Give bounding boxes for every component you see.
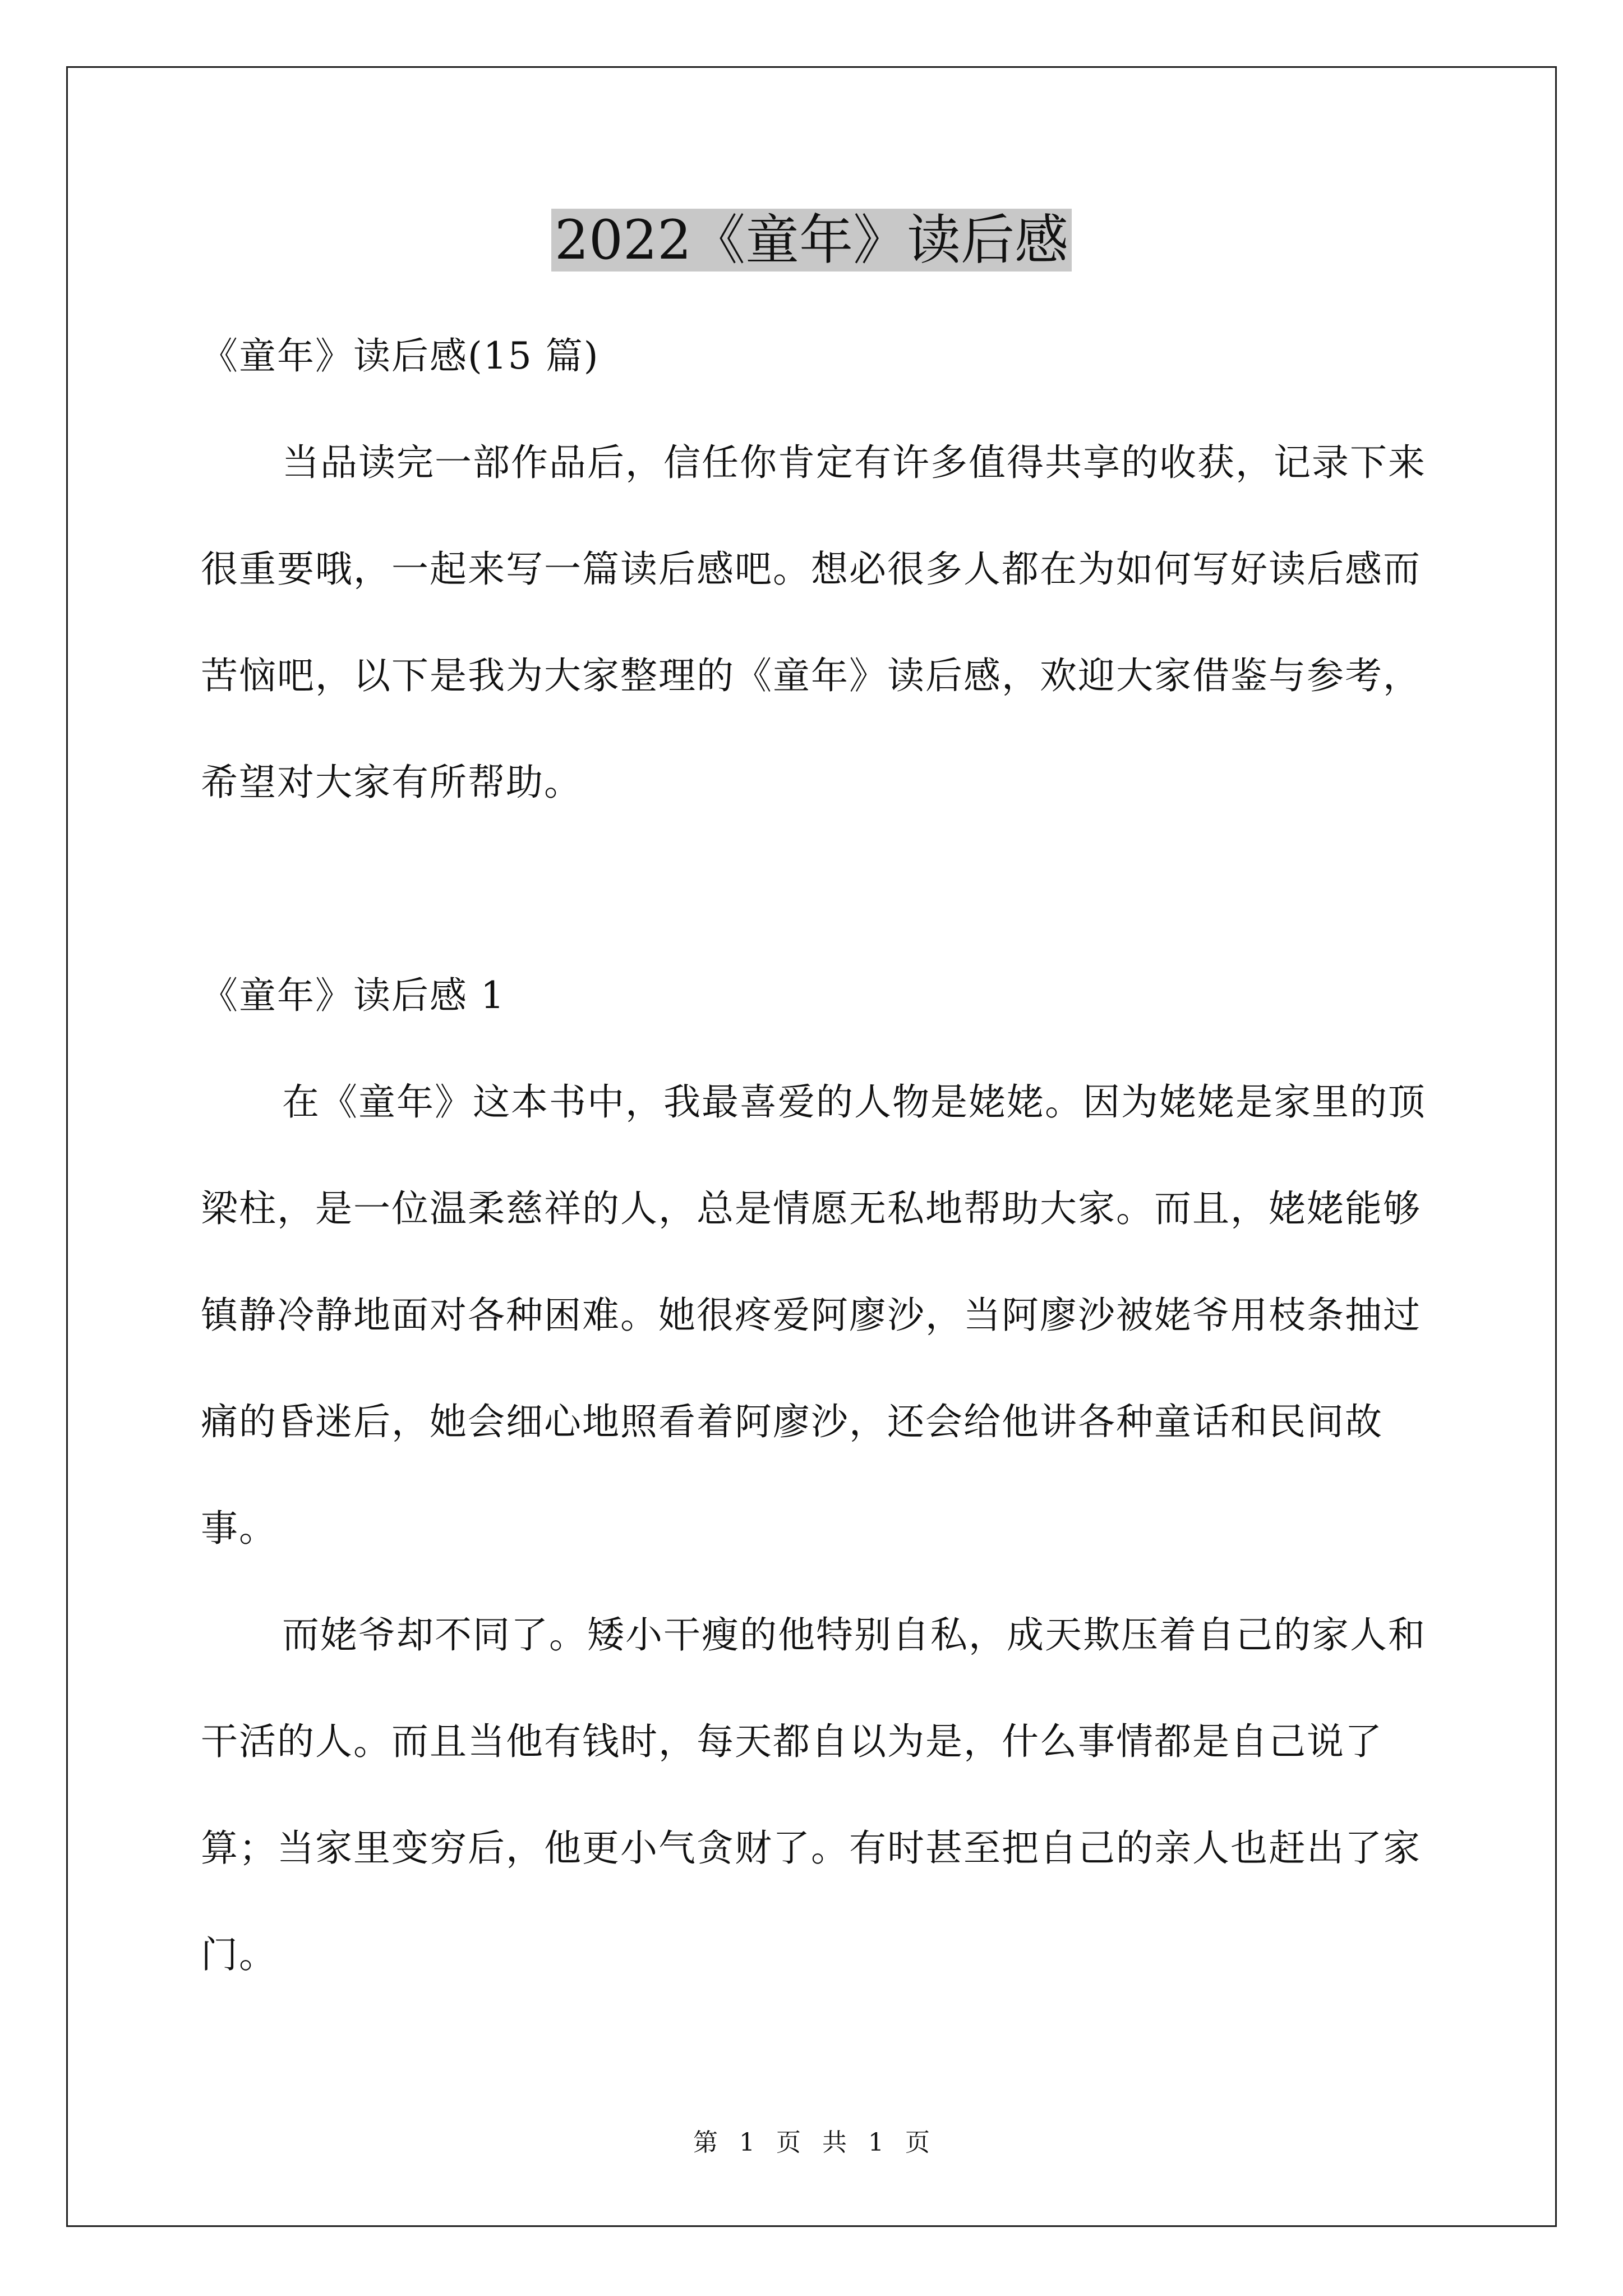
document-subtitle: 《童年》读后感(15 篇) bbox=[201, 334, 600, 378]
paragraph-gap bbox=[201, 836, 1429, 942]
body-paragraph: 在《童年》这本书中，我最喜爱的人物是姥姥。因为姥姥是家里的顶梁柱，是一位温柔慈祥的人，总是情愿无私地帮助大家。而且，姥姥能够镇静冷静地面对各种困难。她很疼爱阿廖沙，当阿廖沙被姥爷用枝条抽过痛的昏迷后，她会细心地照看着阿廖沙，还会给他讲各种童话和民间故事。 bbox=[201, 1080, 1426, 1550]
page-number: 第 1 页 共 1 页 bbox=[693, 2128, 930, 2157]
page-footer bbox=[0, 2126, 1623, 2160]
document-title-text: 2022《童年》读后感 bbox=[551, 209, 1072, 272]
section-heading: 《童年》读后感 1 bbox=[201, 974, 505, 1017]
body-paragraph: 而姥爷却不同了。矮小干瘦的他特别自私，成天欺压着自己的家人和干活的人。而且当他有钱时，每天都自以为是，什么事情都是自己说了算；当家里变穷后，他更小气贪财了。有时甚至把自己的亲人也赶出了家门。 bbox=[201, 1613, 1426, 1976]
intro-paragraph: 当品读完一部作品后，信任你肯定有许多值得共享的收获，记录下来很重要哦，一起来写一篇读后感吧。想必很多人都在为如何写好读后感而苦恼吧，以下是我为大家整理的《童年》读后感，欢迎大家借鉴与参考，希望对大家有所帮助。 bbox=[201, 441, 1426, 804]
document-body bbox=[201, 303, 1429, 2008]
document-title bbox=[0, 201, 1623, 279]
